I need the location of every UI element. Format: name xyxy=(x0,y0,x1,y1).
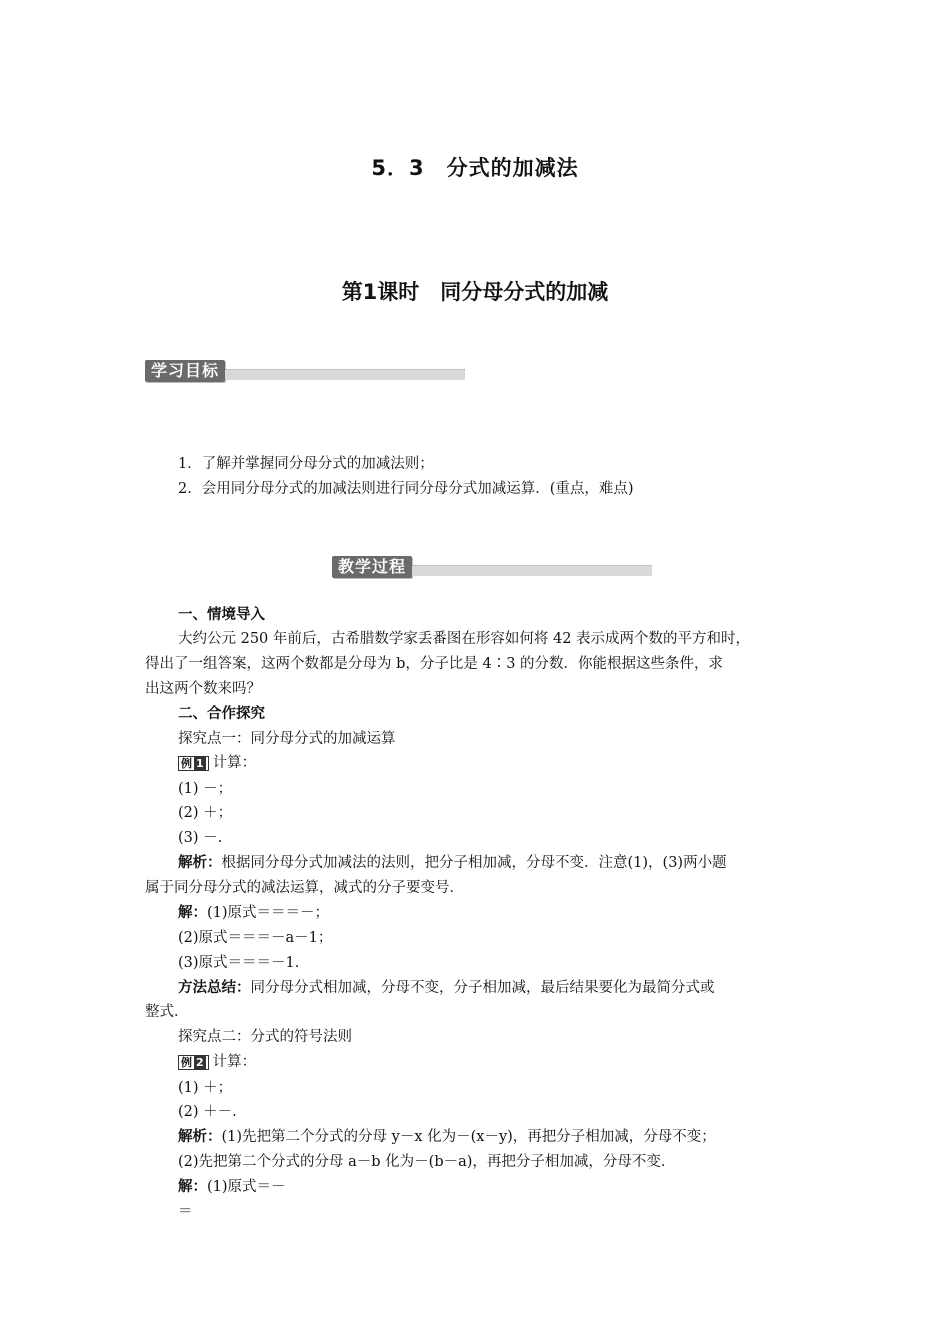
objectives-label: 学习目标 xyxy=(145,360,225,382)
example-2-analysis-line-1: 解析：(1)先把第二个分式的分母 y－x 化为－(x－y)，再把分子相加减，分母不变； xyxy=(178,1129,716,1145)
explore-point-2: 探究点二：分式的符号法则 xyxy=(178,1029,352,1045)
example-2-part-2: (2) ＋－. xyxy=(178,1104,237,1120)
intro-line-1: 大约公元 250 年前后，古希腊数学家丢番图在形容如何将 42 表示成两个数的平方和时， xyxy=(178,631,751,647)
solution-label: 解： xyxy=(178,905,207,921)
example-2-tag: 例 2 xyxy=(178,1055,209,1070)
intro-line-3: 出这两个数来吗？ xyxy=(145,681,261,697)
example-2-analysis-line-2: (2)先把第二个分式的分母 a－b 化为－(b－a)，再把分子相加减，分母不变． xyxy=(178,1154,676,1170)
objective-2: 2．会用同分母分式的加减法则进行同分母分式加减运算．(重点，难点) xyxy=(178,481,634,497)
example-2-solution-1: 解：(1)原式＝－ xyxy=(178,1179,286,1195)
example-2-heading: 例 2 计算： xyxy=(178,1050,256,1075)
process-label: 教学过程 xyxy=(332,556,412,578)
example-1-solution-3: (3)原式＝＝＝－1. xyxy=(178,955,300,971)
objective-1: 1．了解并掌握同分母分式的加减法则； xyxy=(178,456,434,472)
example-1-heading: 例 1 计算： xyxy=(178,751,256,776)
intro-line-2: 得出了一组答案，这两个数都是分母为 b，分子比是 4∶3 的分数．你能根据这些条件，求 xyxy=(145,656,724,672)
method-summary-line-2: 整式． xyxy=(145,1004,189,1020)
banner-bar xyxy=(225,369,465,380)
example-1-analysis-line-1: 解析：根据同分母分式加减法的法则，把分子相加减，分母不变．注意(1)，(3)两小题 xyxy=(178,855,727,871)
banner-bar xyxy=(412,565,652,576)
example-2-solution-2: ＝ xyxy=(178,1204,193,1220)
method-summary-line-1: 方法总结：同分母分式相加减，分母不变，分子相加减，最后结果要化为最简分式或 xyxy=(178,980,715,996)
example-1-solution-2: (2)原式＝＝＝－a－1； xyxy=(178,930,333,946)
example-1-tag: 例 1 xyxy=(178,756,209,771)
objectives-banner xyxy=(145,360,465,382)
lesson-subtitle: 第1课时 同分母分式的加减 xyxy=(341,280,609,304)
analysis-label: 解析： xyxy=(178,855,222,871)
section-heading-explore: 二、合作探究 xyxy=(178,706,265,722)
page-title: 5．3 分式的加减法 xyxy=(371,156,579,180)
method-label: 方法总结： xyxy=(178,980,251,996)
explore-point-1: 探究点一：同分母分式的加减运算 xyxy=(178,731,396,747)
example-1-part-3: (3) －. xyxy=(178,830,223,846)
section-heading-intro: 一、情境导入 xyxy=(178,607,265,623)
example-2-part-1: (1) ＋； xyxy=(178,1080,233,1096)
example-1-solution-1: 解：(1)原式＝＝＝－； xyxy=(178,905,330,921)
solution-label: 解： xyxy=(178,1179,207,1195)
process-banner xyxy=(332,556,652,578)
example-1-analysis-line-2: 属于同分母分式的减法运算，减式的分子要变号． xyxy=(145,880,464,896)
analysis-label: 解析： xyxy=(178,1129,222,1145)
example-1-part-1: (1) －； xyxy=(178,781,233,797)
example-1-part-2: (2) ＋； xyxy=(178,805,233,821)
